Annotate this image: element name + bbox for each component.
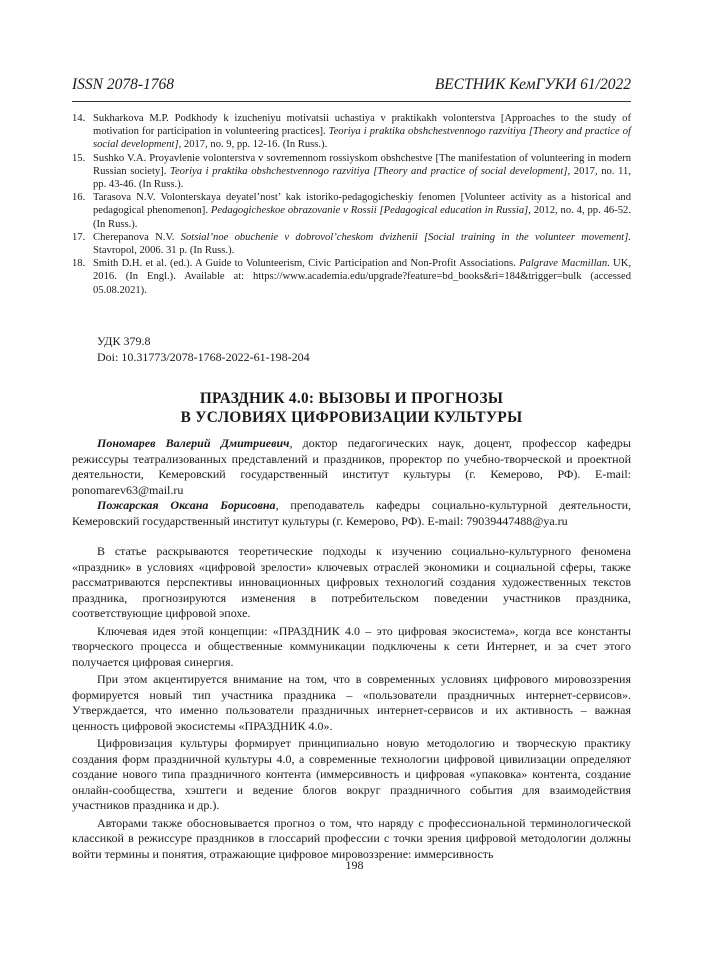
title-line: В УСЛОВИЯХ ЦИФРОВИЗАЦИИ КУЛЬТУРЫ <box>180 408 523 426</box>
header-rule <box>72 101 631 102</box>
reference-source: Sotsial’noe obuchenie v dobrovol’cheskom dvizhenii [Social training in the volunteer movement]. <box>180 231 631 243</box>
abstract-body <box>72 544 631 864</box>
author-affiliation: , доктор педагогических наук, доцент, профессор кафедры режиссуры театрализованных представлений и праздников, проректор по учебно-творческой и проектной деятельности, Кемеровский государственный институт культуры (г. Кемерово, РФ). E-mail: ponomarev63@mail.ru <box>72 436 631 497</box>
header-journal: ВЕСТНИК КемГУКИ 61/2022 <box>434 76 631 93</box>
reference-text: Cherepanova N.V. <box>93 231 181 243</box>
reference-details: , 2012, no. 4, pp. 46-52. (In Russ.). <box>93 205 631 230</box>
reference-list <box>72 112 631 297</box>
header-issn: ISSN 2078-1768 <box>72 76 175 93</box>
reference-source: Teoriya i praktika obshchestvennogo razvitiya [Theory and practice of social development] <box>170 165 568 177</box>
reference-text: Smith D.H. et al. (ed.). A Guide to Volunteerism, Civic Participation and Non-Profit Associations. <box>93 258 520 270</box>
paragraph: При этом акцентируется внимание на том, что в современных условиях цифрового мировоззрения формируется новый тип участника праздника – «пользователи праздничных интернет-сервисов». Утверждается, что именно пользователи праздничных интернет-сервисов и их активность – важная ценность цифровой экосистемы «ПРАЗДНИК 4.0». <box>72 672 631 733</box>
author-entry <box>72 498 631 529</box>
doi: Doi: 10.31773/2078-1768-2022-61-198-204 <box>97 349 310 364</box>
article-identifiers <box>97 334 310 365</box>
reference-item <box>72 152 631 192</box>
title-line: ПРАЗДНИК 4.0: ВЫЗОВЫ И ПРОГНОЗЫ <box>199 390 504 407</box>
reference-details: , 2017, no. 9, pp. 12-16. (In Russ.). <box>178 139 328 151</box>
paragraph: Ключевая идея этой концепции: «ПРАЗДНИК 4.0 – это цифровая экосистема», когда все константы творческого процесса и общественные коммуникации подключены к сети Интернет, и за счет этого получается цифровая синергия. <box>72 623 631 669</box>
reference-source: Teoriya i praktika obshchestvennogo razvitiya [Theory and practice of social development] <box>93 126 631 151</box>
running-header <box>72 76 631 100</box>
reference-number: 15. <box>72 152 86 164</box>
reference-number: 18. <box>72 258 86 270</box>
reference-text: Sushko V.A. Proyavlenie volonterstva v sovremennom rossiyskom obshchestve [The manifestation of volunteering in modern Russian society]. <box>93 152 631 177</box>
reference-source: Pedagogicheskoe obrazovanie v Rossii [Pedagogical education in Russia] <box>210 205 529 217</box>
paragraph: В статье раскрываются теоретические подходы к изучению социально-культурного феномена «праздник» в условиях «цифровой зрелости» ключевых отраслей экономики и социальной сферы, также рассматриваются перспективы инновационных цифровых технологий создания художественных текстов праздника, прогнозируются изменения в потребительском поведении участников праздника, соответствующие цифровой эпохе. <box>72 544 631 620</box>
author-entry <box>72 436 631 498</box>
reference-details: . UK, 2016. (In Engl.). Available at: https://www.academia.edu/upgrade?feature=bd_books&ri=184&trigger=bulk (accessed 05.08.2021). <box>93 258 632 296</box>
reference-item <box>72 191 631 231</box>
reference-item <box>72 112 631 152</box>
reference-text: Tarasova N.V. Volonterskaya deyatel’nost’ kak istoriko-pedagogicheskiy fenomen [Volunteer activity as a historical and pedagogical phenomenon]. <box>93 192 631 217</box>
udk-code: УДК 379.8 <box>97 334 151 348</box>
paragraph: Цифровизация культуры формирует принципиально новую методологию и творческую практику создания форм праздничной культуры 4.0, а современные технологии цифровой цивилизации определяют создание нового типа праздничного контента (иммерсивность и цифровая «упаковка» контента, создание онлайн-сообщества, хэштеги и ведение блогов вокруг праздничного события для взаимодействия участников праздника и др.). <box>72 736 631 812</box>
reference-details: Stavropol, 2006. 31 p. (In Russ.). <box>93 245 235 257</box>
paragraph: Авторами также обосновывается прогноз о том, что наряду с профессиональной терминологической классикой в режиссуре праздников в глоссарий профессии с точки зрения цифровой методологии должны войти термины и понятия, отражающие цифровое мировоззрение: иммерсивность <box>72 815 631 861</box>
reference-details: , 2017, no. 11, pp. 43-46. (In Russ.). <box>93 165 631 191</box>
reference-item <box>72 231 631 257</box>
reference-number: 14. <box>72 113 86 124</box>
author-name: Пономарев Валерий Дмитриевич <box>97 436 290 450</box>
article-title <box>72 390 631 427</box>
reference-number: 17. <box>72 231 86 243</box>
author-block <box>72 436 631 529</box>
reference-number: 16. <box>72 192 86 204</box>
reference-item <box>72 257 631 297</box>
reference-text: Sukharkova M.P. Podkhody k izucheniyu motivatsii uchastiya v praktikakh volonterstva [Approaches to the study of motivation for participation in volunteering practices]. <box>93 113 631 138</box>
author-affiliation: , преподаватель кафедры социально-культурной деятельности, Кемеровский государственный институт культуры (г. Кемерово, РФ). E-mail: 79039447488@ya.ru <box>72 498 631 528</box>
page-number: 198 <box>345 858 364 872</box>
reference-source: Palgrave Macmillan <box>519 258 608 270</box>
author-name: Пожарская Оксана Борисовна <box>97 498 276 512</box>
